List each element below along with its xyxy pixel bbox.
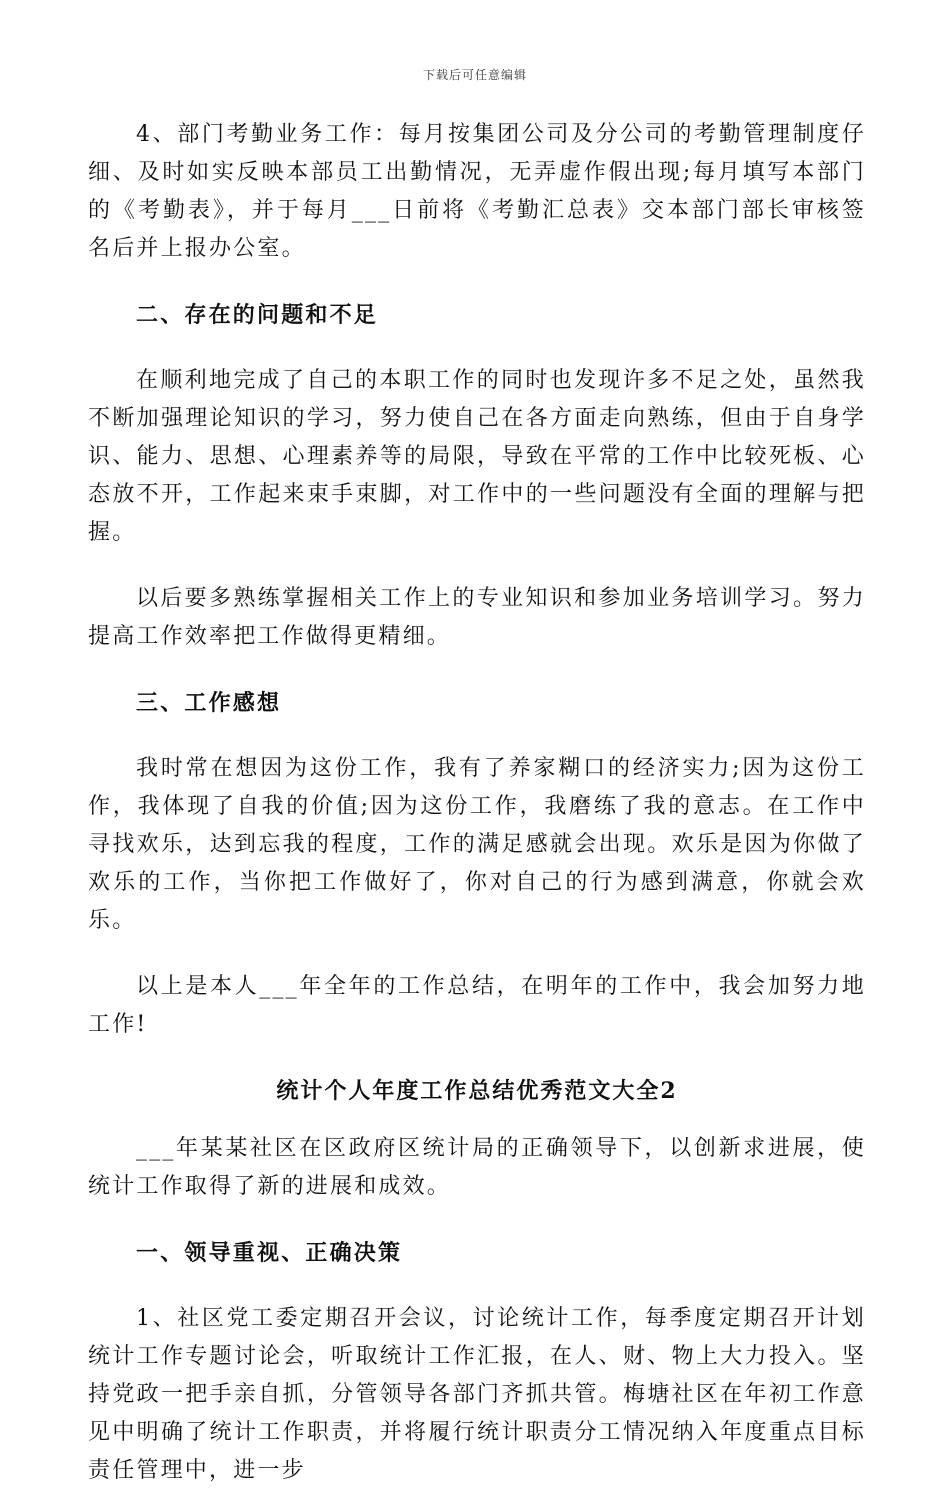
section-heading-problems: 二、存在的问题和不足	[136, 302, 379, 328]
paragraph-reflections: 我时常在想因为这份工作，我有了养家糊口的经济实力;因为这份工作，我体现了自我的价值;因为这份工作，我磨练了我的意志。在工作中寻找欢乐，达到忘我的程度，工作的满足感就会出现。欢乐是因为你做了欢乐的工作，当你把工作做好了，你对自己的行为感到满意，你就会欢乐。	[88, 756, 866, 933]
paragraph-intro: ___年某某社区在区政府区统计局的正确领导下，以创新求进展，使统计工作取得了新的进展和成效。	[88, 1136, 866, 1199]
section-heading-reflections: 三、工作感想	[136, 690, 282, 716]
section-heading-leadership: 一、领导重视、正确决策	[136, 1240, 403, 1266]
article-title: 统计个人年度工作总结优秀范文大全2	[276, 1078, 678, 1104]
paragraph-attendance: 4、部门考勤业务工作：每月按集团公司及分公司的考勤管理制度仔细、及时如实反映本部员工出勤情况，无弄虚作假出现;每月填写本部门的《考勤表》，并于每月___日前将《考勤汇总表》交本部门部长审核签名后并上报办公室。	[88, 122, 866, 261]
paragraph-leadership: 1、社区党工委定期召开会议，讨论统计工作，每季度定期召开计划统计工作专题讨论会，听取统计工作汇报，在人、财、物上大力投入。坚持党政一把手亲自抓，分管领导各部门齐抓共管。梅塘社区在年初工作意见中明确了统计工作职责，并将履行统计职责分工情况纳入年度重点目标责任管理中，进一步	[88, 1306, 866, 1483]
paragraph-shortcomings: 在顺利地完成了自己的本职工作的同时也发现许多不足之处，虽然我不断加强理论知识的学习，努力使自己在各方面走向熟练，但由于自身学识、能力、思想、心理素养等的局限，导致在平常的工作中比较死板、心态放不开，工作起来束手束脚，对工作中的一些问题没有全面的理解与把握。	[88, 368, 866, 545]
document-body	[88, 116, 866, 1490]
paragraph-conclusion: 以上是本人___年全年的工作总结，在明年的工作中，我会加努力地工作!	[88, 974, 866, 1037]
paragraph-improvement: 以后要多熟练掌握相关工作上的专业知识和参加业务培训学习。努力提高工作效率把工作做得更精细。	[88, 586, 866, 649]
page-header: 下载后可任意编辑	[422, 68, 527, 82]
